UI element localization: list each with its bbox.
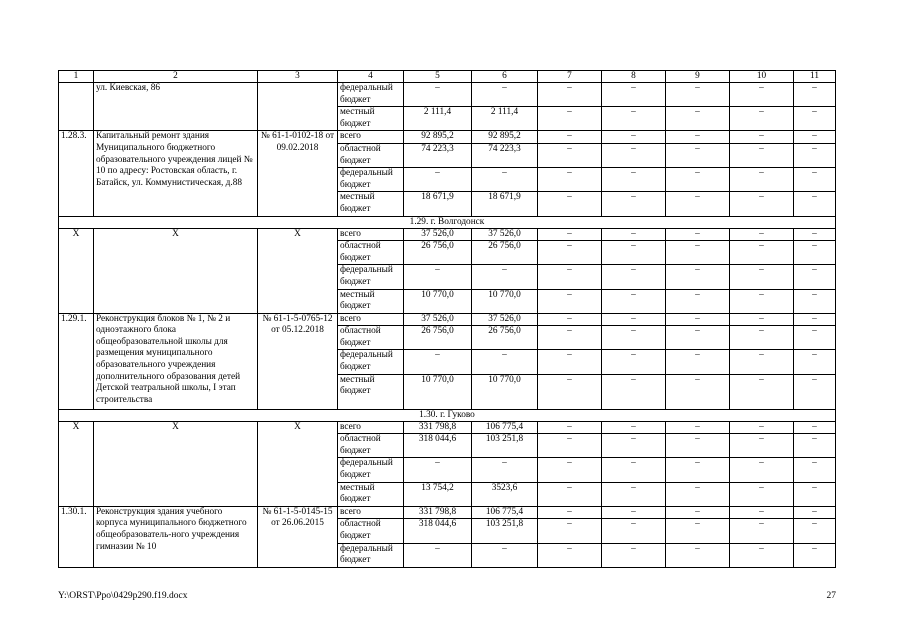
table-row: 1.30.1. Реконструкция здания учебного корпуса муниципального бюджетного общеобразователь-ного учреждения гимназии № 10 № 61-1-5-0145-15 от 26.06.2015 всего 331 798,8 106 775,4 – – – – – (59, 506, 836, 519)
col-header: 1 (59, 71, 94, 83)
table-row: федеральный бюджет – – – – – – – (59, 350, 836, 374)
table-row: 1.28.3. Капитальный ремонт здания Муниципального бюджетного образовательного учреждения лицей № 10 по адресу: Ростовская область, г. Батайск, ул. Коммунистическая, д.88 № 61-1-0102-18 от 09.02.2018 всего 92 895,2 92 895,2 – – – – – (59, 131, 836, 144)
col-header: 8 (602, 71, 666, 83)
source-label: областной бюджет (338, 143, 404, 167)
table-row: областной бюджет 26 756,0 26 756,0 – – – – – (59, 326, 836, 350)
table-row: федеральный бюджет – – – – – – – (59, 543, 836, 567)
source-label: всего (338, 421, 404, 434)
page-number: 27 (826, 591, 836, 601)
item-name-cell: Капитальный ремонт здания Муниципального бюджетного образовательного учреждения лицей № 10 по адресу: Ростовская область, г. Батайск, ул. Коммунистическая, д.88 (94, 131, 258, 216)
table-row: областной бюджет 74 223,3 74 223,3 – – – – – (59, 143, 836, 167)
item-name-cell: Реконструкция здания учебного корпуса муниципального бюджетного общеобразователь-ного учреждения гимназии № 10 (94, 506, 258, 567)
source-label: областной бюджет (338, 241, 404, 265)
total-marker: X (94, 228, 258, 313)
col-header: 5 (404, 71, 472, 83)
source-label: областной бюджет (338, 434, 404, 458)
total-marker: X (59, 421, 94, 506)
table-row: местный бюджет 2 111,4 2 111,4 – – – – – (59, 107, 836, 131)
item-number-cell (59, 83, 94, 131)
source-label: федеральный бюджет (338, 543, 404, 567)
table-row: местный бюджет 18 671,9 18 671,9 – – – – – (59, 192, 836, 216)
table-row: местный бюджет 13 754,2 3523,6 – – – – – (59, 482, 836, 506)
table-row: местный бюджет 10 770,0 10 770,0 – – – – – (59, 374, 836, 409)
total-marker: X (258, 421, 338, 506)
item-doc-cell: № 61-1-5-0145-15 от 26.06.2015 (258, 506, 338, 567)
source-label: местный бюджет (338, 482, 404, 506)
col-header: 3 (258, 71, 338, 83)
section-title: 1.29. г. Волгодонск (59, 216, 836, 228)
col-header: 9 (666, 71, 730, 83)
col-header: 4 (338, 71, 404, 83)
table-row: 1.29.1. Реконструкция блоков № 1, № 2 и одноэтажного блока общеобразовательной школы для размещения муниципального образовательного учреждения дополнительного образования детей Детской театральной школы, I этап строительства № 61-1-5-0765-12 от 05.12.2018 всего 37 526,0 37 526,0 – – – – – (59, 313, 836, 326)
col-header: 10 (730, 71, 794, 83)
item-number-cell: 1.30.1. (59, 506, 94, 567)
total-marker: X (94, 421, 258, 506)
table-row: областной бюджет 318 044,6 103 251,8 – – – – – (59, 519, 836, 543)
section-row (59, 409, 836, 421)
item-name-cell: Реконструкция блоков № 1, № 2 и одноэтажного блока общеобразовательной школы для размещения муниципального образовательного учреждения дополнительного образования детей Детской театральной школы, I этап строительства (94, 313, 258, 409)
source-label: всего (338, 131, 404, 144)
source-label: местный бюджет (338, 289, 404, 313)
item-doc-cell: № 61-1-5-0765-12 от 05.12.2018 (258, 313, 338, 409)
table-row: федеральный бюджет – – – – – – – (59, 168, 836, 192)
budget-table (58, 70, 836, 568)
table-row: X X X всего 37 526,0 37 526,0 – – – – – (59, 228, 836, 241)
source-label: местный бюджет (338, 107, 404, 131)
total-marker: X (258, 228, 338, 313)
table-row: X X X всего 331 798,8 106 775,4 – – – – – (59, 421, 836, 434)
header-row (59, 71, 836, 83)
source-label: всего (338, 313, 404, 326)
item-name-cell: ул. Киевская, 86 (94, 83, 258, 131)
table-row: федеральный бюджет – – – – – – – (59, 265, 836, 289)
source-label: местный бюджет (338, 192, 404, 216)
source-label: всего (338, 506, 404, 519)
col-header: 7 (538, 71, 602, 83)
col-header: 6 (472, 71, 538, 83)
table-row: федеральный бюджет – – – – – – – (59, 458, 836, 482)
source-label: всего (338, 228, 404, 241)
source-label: областной бюджет (338, 519, 404, 543)
item-doc-cell: № 61-1-0102-18 от 09.02.2018 (258, 131, 338, 216)
document-path: Y:\ORST\Ppo\0429p290.f19.docx (58, 591, 188, 601)
total-marker: X (59, 228, 94, 313)
table-row: областной бюджет 26 756,0 26 756,0 – – – – – (59, 241, 836, 265)
source-label: федеральный бюджет (338, 458, 404, 482)
section-row (59, 216, 836, 228)
section-title: 1.30. г. Гуково (59, 409, 836, 421)
table-row: областной бюджет 318 044,6 103 251,8 – – – – – (59, 434, 836, 458)
item-doc-cell (258, 83, 338, 131)
item-number-cell: 1.29.1. (59, 313, 94, 409)
source-label: федеральный бюджет (338, 83, 404, 107)
col-header: 2 (94, 71, 258, 83)
source-label: местный бюджет (338, 374, 404, 409)
source-label: федеральный бюджет (338, 350, 404, 374)
item-number-cell: 1.28.3. (59, 131, 94, 216)
col-header: 11 (794, 71, 836, 83)
table-row: ул. Киевская, 86 федеральный бюджет – – – – – – – (59, 83, 836, 107)
source-label: областной бюджет (338, 326, 404, 350)
document-sheet (58, 70, 835, 568)
source-label: федеральный бюджет (338, 168, 404, 192)
table-row: местный бюджет 10 770,0 10 770,0 – – – – – (59, 289, 836, 313)
source-label: федеральный бюджет (338, 265, 404, 289)
